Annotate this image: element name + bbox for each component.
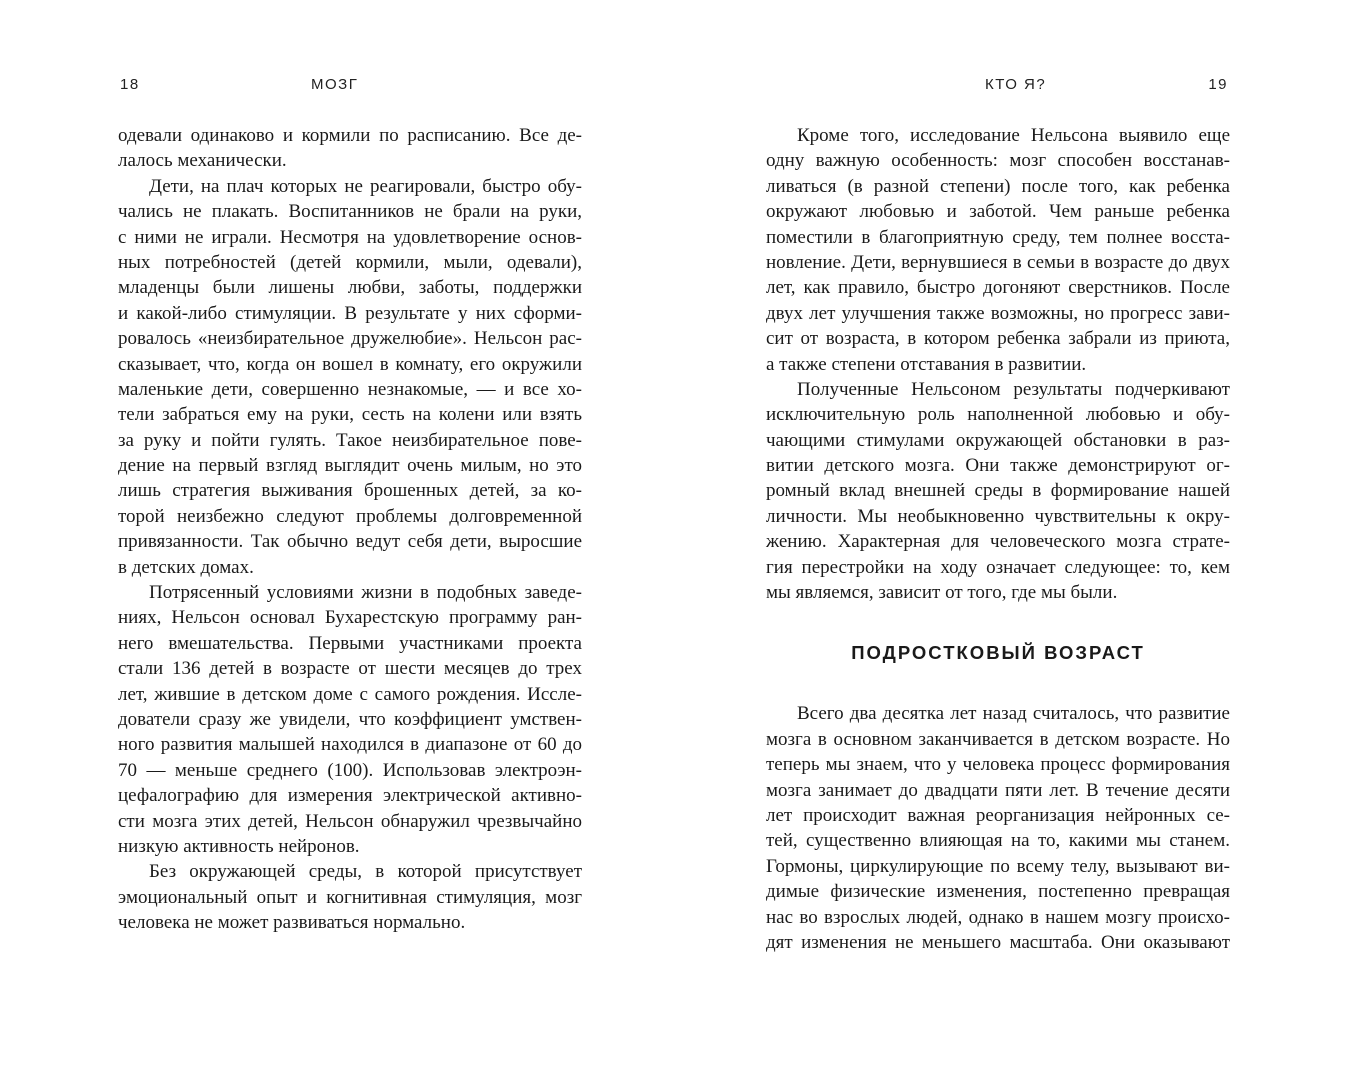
text-line: лалось механически. [118,150,287,172]
text-line: цефалографию для измерения электрической активно- [118,785,582,807]
text-line: лет, жившие в детском доме с самого рождения. Иссле- [118,683,582,705]
page-number: 18 [120,76,140,93]
text-line: ромный вклад внешней среды в формирование нашей [766,480,1230,502]
text-line: сти мозга этих детей, Нельсон обнаружил чрезвычайно [118,810,582,832]
text-line: чались не плакать. Воспитанников не брали на руки, [118,201,582,223]
text-line: лет, как правило, быстро догоняют сверстников. После [766,277,1230,299]
text-line: 70 — меньше среднего (100). Использовав электроэн- [118,759,582,781]
text-line: Потрясенный условиями жизни в подобных заведе- [149,582,582,604]
text-line: человека не может развиваться нормально. [118,912,466,934]
text-line: Всего два десятка лет назад считалось, что развитие [797,703,1230,725]
text-line: витии детского мозга. Они также демонстрируют ог- [766,455,1230,477]
text-line: нас во взрослых людей, однако в нашем мозгу происхо- [766,906,1230,928]
text-line: ровалось «неизбирательное дружелюбие». Нельсон рас- [118,328,582,350]
text-line: поместили в благоприятную среду, тем полнее восста- [766,226,1230,248]
text-line: ниях, Нельсон основал Бухарестскую программу ран- [118,607,582,629]
text-line: ных потребностей (детей кормили, мыли, одевали), [118,251,582,273]
text-line: новление. Дети, вернувшиеся в семьи в возрасте до двух [766,251,1230,273]
left-running-head [118,76,582,96]
text-line: сказывает, что, когда он вошел в комнату, его окружили [118,353,582,375]
running-title: КТО Я? [985,76,1047,93]
text-line: мозга в основном заканчивается в детском возрасте. Но [766,728,1230,750]
text-line: Кроме того, исследование Нельсона выявило еще [797,125,1230,146]
text-line: торой неизбежно следуют проблемы долговременной [118,505,582,527]
text-line: него вмешательства. Первыми участниками проекта [118,632,582,654]
text-line: гия перестройки на ходу означает следующее: то, кем [766,556,1230,578]
right-running-head [766,76,1230,96]
text-line: стали 136 детей в возрасте от шести месяцев до трех [118,658,582,680]
text-line: и какой-либо стимуляции. В результате у них сформи- [118,302,582,324]
text-line: личности. Мы необыкновенно чувствительны к окру- [766,505,1230,527]
text-line: в детских домах. [118,556,254,578]
text-line: с ними не играли. Несмотря на удовлетворение основ- [118,226,582,248]
right-page-body [766,123,1230,955]
text-line: за руку и пойти гулять. Такое неизбирательное пове- [118,429,582,451]
text-line: Без окружающей среды, в которой присутствует [149,861,582,883]
text-line: жению. Характерная для человеческого мозга страте- [766,531,1230,553]
text-line: двух лет улучшения также возможны, но прогресс зави- [766,302,1230,324]
text-line: лишь стратегия выживания брошенных детей, за ко- [118,480,582,502]
right-page [766,0,1230,1080]
text-line: тей, существенно влияющая на то, какими мы станем. [766,830,1230,852]
text-line: мы являемся, зависит от того, где мы были. [766,582,1118,604]
page-number: 19 [1208,76,1228,93]
text-line: окружают любовью и заботой. Чем раньше ребенка [766,201,1230,223]
text-line: сит от возраста, в котором ребенка забрали из приюта, [766,328,1230,350]
text-line: лет происходит важная реорганизация нейронных се- [766,804,1230,826]
left-page [118,0,582,1080]
text-line: ного развития малышей находился в диапазоне от 60 до [118,734,582,756]
text-line: мозга занимает до двадцати пяти лет. В течение десяти [766,779,1230,801]
section-heading: ПОДРОСТКОВЫЙ ВОЗРАСТ [851,642,1145,664]
text-line: теперь мы знаем, что у человека процесс формирования [766,754,1230,776]
text-line: Дети, на плач которых не реагировали, быстро обу- [149,175,582,197]
text-line: тели забраться ему на руки, сесть на колени или взять [118,404,582,426]
text-line: Гормоны, циркулирующие по всему телу, вызывают ви- [766,855,1230,877]
text-line: исключительную роль наполненной любовью и обу- [766,404,1230,426]
text-line: димые физические изменения, постепенно превращая [766,881,1230,903]
text-line: чающими стимулами окружающей обстановки в раз- [766,429,1230,451]
left-page-body [118,123,582,936]
text-line: эмоциональный опыт и когнитивная стимуляция, мозг [118,886,582,908]
text-line: привязанности. Так обычно ведут себя дети, выросшие [118,531,582,553]
text-line: младенцы были лишены любви, заботы, поддержки [118,277,582,299]
text-line: дят изменения не меньшего масштаба. Они оказывают [766,931,1230,953]
text-line: маленькие дети, совершенно незнакомые, — и все хо- [118,378,582,400]
text-line: ливаться (в разной степени) после того, как ребенка [766,175,1230,197]
text-line: одевали одинаково и кормили по расписанию. Все де- [118,125,582,146]
text-line: Полученные Нельсоном результаты подчеркивают [797,378,1230,400]
text-line: одну важную особенность: мозг способен восстанав- [766,150,1230,172]
text-line: дователи сразу же увидели, что коэффициент умствен- [118,708,582,730]
text-line: низкую активность нейронов. [118,835,360,857]
text-line: а также степени отставания в развитии. [766,353,1087,375]
text-line: дение на первый взгляд выглядит очень милым, но это [118,455,582,477]
running-title: МОЗГ [311,76,359,93]
